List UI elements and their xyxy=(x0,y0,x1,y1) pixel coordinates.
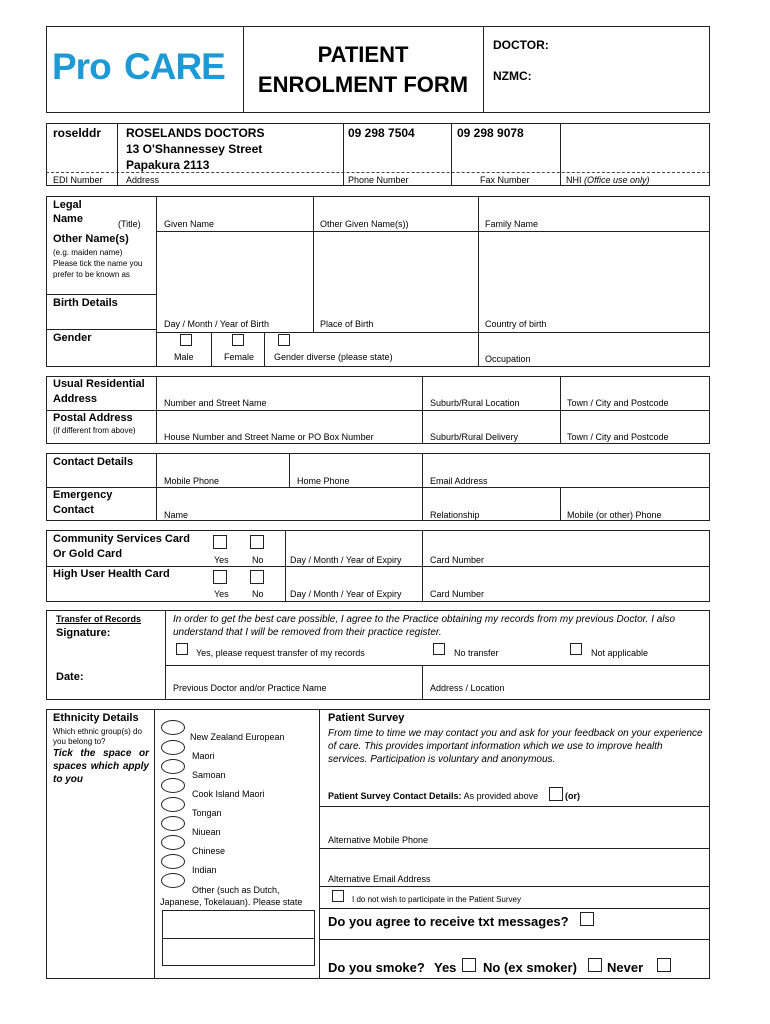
no-transfer-label: No transfer xyxy=(454,648,499,658)
ethnicity-radio-chinese[interactable] xyxy=(161,835,185,850)
practice-name: ROSELANDS DOCTORS xyxy=(126,126,265,140)
practice-phone: 09 298 7504 xyxy=(348,126,415,140)
ethnicity-radio-samoan[interactable] xyxy=(161,759,185,774)
female-label: Female xyxy=(224,352,255,362)
huhc-yes-checkbox[interactable] xyxy=(213,570,227,584)
huhc-no-label: No xyxy=(252,589,264,599)
or-label: (or) xyxy=(565,791,580,801)
not-applicable-label: Not applicable xyxy=(591,648,649,658)
date-label: Date: xyxy=(56,671,84,683)
form-title-line2: ENROLMENT FORM xyxy=(257,72,469,97)
country-of-birth-label: Country of birth xyxy=(485,319,547,329)
ethnicity-option-samoan: Samoan xyxy=(192,770,226,780)
contact-details-label: Contact Details xyxy=(53,456,134,468)
male-label: Male xyxy=(174,352,194,362)
other-names-label: Other Name(s) xyxy=(53,233,129,245)
alt-mobile-label: Alternative Mobile Phone xyxy=(328,835,429,845)
practice-street: 13 O'Shannessey Street xyxy=(126,142,263,156)
ethnicity-option-tongan: Tongan xyxy=(192,808,222,818)
csc-yes-checkbox[interactable] xyxy=(213,535,227,549)
as-provided-checkbox[interactable] xyxy=(549,787,563,801)
request-transfer-checkbox[interactable] xyxy=(176,643,188,655)
txt-checkbox[interactable] xyxy=(580,912,594,926)
male-checkbox[interactable] xyxy=(180,334,192,346)
edi-label: EDI Number xyxy=(53,175,103,185)
house-po-label: House Number and Street Name or PO Box Number xyxy=(164,432,374,442)
survey-contact-line xyxy=(328,791,538,801)
postal-note: (if different from above) xyxy=(53,426,136,435)
no-participate-label: I do not wish to participate in the Patient Survey xyxy=(352,895,521,904)
huhc-expiry-label: Day / Month / Year of Expiry xyxy=(290,589,402,599)
relationship-label: Relationship xyxy=(430,510,480,520)
ethnicity-option-nz-european: New Zealand European xyxy=(190,732,285,742)
gender-label: Gender xyxy=(53,332,92,344)
town-postcode2-label: Town / City and Postcode xyxy=(567,432,669,442)
ethnicity-heading: Ethnicity Details xyxy=(53,712,139,724)
csc-label-2: Or Gold Card xyxy=(53,548,123,560)
ethnicity-option-niuean: Niuean xyxy=(192,827,221,837)
logo-care: CARE xyxy=(124,46,225,87)
ethnicity-option-indian: Indian xyxy=(192,865,217,875)
survey-heading: Patient Survey xyxy=(328,712,405,724)
ethnicity-radio-cook-island[interactable] xyxy=(161,778,185,793)
nzmc-label: NZMC: xyxy=(493,69,532,83)
csc-yes-label: Yes xyxy=(214,555,229,565)
ethnicity-option-maori: Maori xyxy=(192,751,215,761)
huhc-yes-label: Yes xyxy=(214,589,229,599)
postal-address-label: Postal Address xyxy=(53,412,133,424)
procare-logo xyxy=(52,46,238,90)
emergency-name-label: Name xyxy=(164,510,189,520)
doctor-label: DOCTOR: xyxy=(493,38,549,52)
as-provided-label: As provided above xyxy=(463,791,539,801)
survey-contact-label: Patient Survey Contact Details: xyxy=(328,791,462,801)
signature-label: Signature: xyxy=(56,627,111,639)
smoke-no-label: No (ex smoker) xyxy=(483,960,577,975)
ethnicity-radio-maori[interactable] xyxy=(161,740,185,755)
no-transfer-checkbox[interactable] xyxy=(433,643,445,655)
previous-doctor-label: Previous Doctor and/or Practice Name xyxy=(173,683,327,693)
transfer-statement: In order to get the best care possible, I agree to the Practice obtaining my records from my previous Doctor. I also understand that I will be removed from their practice register. xyxy=(173,614,676,638)
ethnicity-radio-nz-european[interactable] xyxy=(161,720,185,735)
name-label: Name xyxy=(53,213,83,225)
smoke-no-checkbox[interactable] xyxy=(588,958,602,972)
csc-card-number-label: Card Number xyxy=(430,555,485,565)
ethnicity-option-cook-island: Cook Island Maori xyxy=(192,789,265,799)
ethnicity-instruction: Tick the space or spaces which apply to you xyxy=(53,748,149,785)
address-location-label: Address / Location xyxy=(430,683,505,693)
no-participate-checkbox[interactable] xyxy=(332,890,344,902)
usual-residential-label: Usual Residential xyxy=(53,378,145,390)
not-applicable-checkbox[interactable] xyxy=(570,643,582,655)
given-name-label: Given Name xyxy=(164,219,215,229)
emergency-label-2: Contact xyxy=(53,504,94,516)
csc-no-checkbox[interactable] xyxy=(250,535,264,549)
csc-expiry-label: Day / Month / Year of Expiry xyxy=(290,555,402,565)
ethnicity-option-chinese: Chinese xyxy=(192,846,226,856)
birth-details-label: Birth Details xyxy=(53,297,118,309)
smoke-never-label: Never xyxy=(607,960,644,975)
mobile-label: Mobile Phone xyxy=(164,476,220,486)
home-phone-label: Home Phone xyxy=(297,476,350,486)
ethnicity-radio-niuean[interactable] xyxy=(161,816,185,831)
txt-question: Do you agree to receive txt messages? xyxy=(328,914,569,929)
form-title-line1: PATIENT xyxy=(317,42,409,67)
request-transfer-label: Yes, please request transfer of my records xyxy=(196,648,365,658)
huhc-card-number-label: Card Number xyxy=(430,589,485,599)
alt-email-label: Alternative Email Address xyxy=(328,874,431,884)
practice-city: Papakura 2113 xyxy=(126,158,210,172)
smoke-yes-checkbox[interactable] xyxy=(462,958,476,972)
huhc-label: High User Health Card xyxy=(53,568,170,580)
huhc-no-checkbox[interactable] xyxy=(250,570,264,584)
practice-fax: 09 298 9078 xyxy=(457,126,524,140)
transfer-heading: Transfer of Records xyxy=(56,614,142,624)
suburb-rural-label: Suburb/Rural Location xyxy=(430,398,520,408)
ethnicity-option-other: Other (such as Dutch, Japanese, Tokelauan). Please state xyxy=(160,885,303,907)
smoke-yes-label: Yes xyxy=(434,960,457,975)
title-label: (Title) xyxy=(118,219,141,229)
smoke-question: Do you smoke? xyxy=(328,960,425,975)
female-checkbox[interactable] xyxy=(232,334,244,346)
ethnicity-radio-indian[interactable] xyxy=(161,854,185,869)
address-word-label: Address xyxy=(53,393,98,405)
place-of-birth-label: Place of Birth xyxy=(320,319,374,329)
legal-label: Legal xyxy=(53,199,82,211)
edi-value: roselddr xyxy=(53,126,102,140)
smoke-never-checkbox[interactable] xyxy=(657,958,671,972)
address-label: Address xyxy=(126,175,160,185)
town-postcode-label: Town / City and Postcode xyxy=(567,398,669,408)
number-street-label: Number and Street Name xyxy=(164,398,267,408)
gender-diverse-label: Gender diverse (please state) xyxy=(274,352,393,362)
survey-body: From time to time we may contact you and ask for your feedback on your experience of care. This provides important information which we use to improve health services. Participation is voluntary and anonymous. xyxy=(328,728,703,765)
occupation-label: Occupation xyxy=(485,354,531,364)
emergency-label-1: Emergency xyxy=(53,489,113,501)
suburb-delivery-label: Suburb/Rural Delivery xyxy=(430,432,519,442)
gender-diverse-checkbox[interactable] xyxy=(278,334,290,346)
nhi-note: (Office use only) xyxy=(584,175,650,185)
logo-pro: Pro xyxy=(52,46,111,87)
mobile-other-label: Mobile (or other) Phone xyxy=(567,510,662,520)
ethnicity-question: Which ethnic group(s) do you belong to? xyxy=(53,727,142,746)
dob-label: Day / Month / Year of Birth xyxy=(164,319,270,329)
email-label: Email Address xyxy=(430,476,488,486)
phone-label: Phone Number xyxy=(348,175,409,185)
family-name-label: Family Name xyxy=(485,219,539,229)
nhi-label: NHI (Office use only) xyxy=(566,175,650,185)
fax-label: Fax Number xyxy=(480,175,530,185)
csc-no-label: No xyxy=(252,555,264,565)
nhi-field[interactable] xyxy=(561,124,709,171)
csc-label-1: Community Services Card xyxy=(53,533,190,545)
other-names-field[interactable] xyxy=(157,232,709,294)
maiden-note: (e.g. maiden name) Please tick the name you prefer to be known as xyxy=(53,248,143,279)
ethnicity-radio-tongan[interactable] xyxy=(161,797,185,812)
other-given-label: Other Given Name(s)) xyxy=(320,219,409,229)
